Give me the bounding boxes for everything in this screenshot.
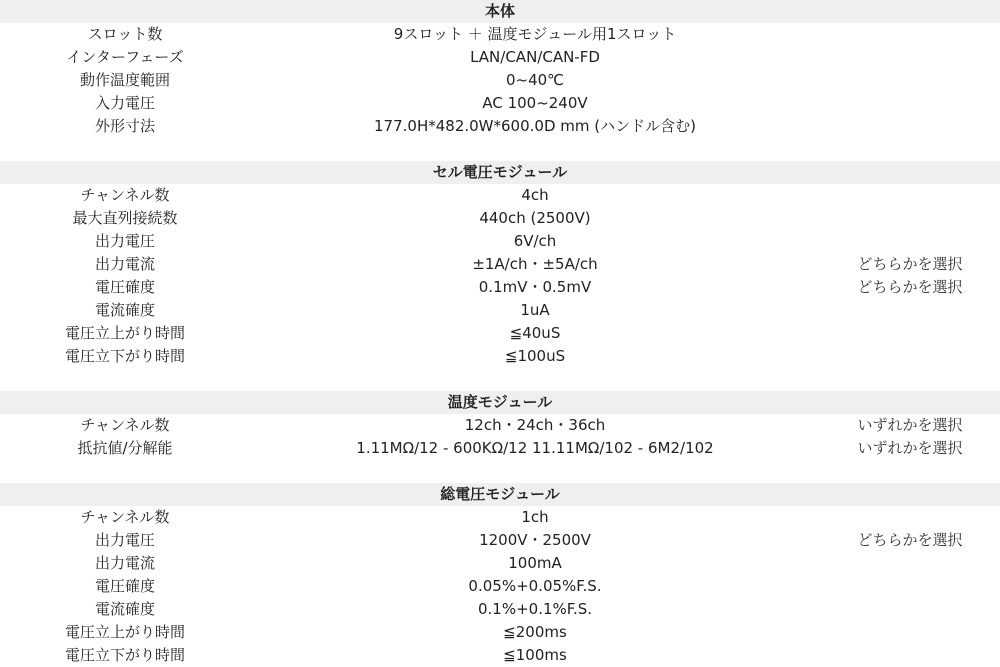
table-row	[0, 552, 1000, 575]
table-row	[0, 414, 1000, 437]
spec-label: 外形寸法	[94, 117, 155, 135]
spec-value: 0.05%+0.05%F.S.	[468, 577, 602, 595]
spec-note	[820, 322, 1000, 345]
spec-value: ≦200ms	[503, 623, 567, 641]
spec-label: 動作温度範囲	[79, 71, 170, 89]
table-row	[0, 23, 1000, 46]
spec-label: 電圧立下がり時間	[64, 347, 185, 365]
spec-label: チャンネル数	[80, 416, 170, 434]
table-row	[0, 69, 1000, 92]
spec-label: チャンネル数	[80, 186, 170, 204]
table-row	[0, 92, 1000, 115]
spec-label: 出力電圧	[94, 232, 155, 250]
table-row	[0, 437, 1000, 460]
spec-value: ±1A/ch・±5A/ch	[472, 255, 598, 273]
spec-note	[820, 299, 1000, 322]
spec-label: 抵抗値/分解能	[77, 439, 173, 457]
table-row	[0, 575, 1000, 598]
spec-label: インターフェーズ	[66, 48, 184, 66]
spec-label: 電圧立上がり時間	[64, 324, 185, 342]
spec-value: 4ch	[521, 186, 549, 204]
spec-value: 9スロット ＋ 温度モジュール用1スロット	[393, 25, 677, 43]
spec-label: チャンネル数	[80, 508, 170, 526]
section-heading: 本体	[0, 0, 1000, 23]
spec-value: 12ch・24ch・36ch	[464, 416, 606, 434]
spec-note	[820, 207, 1000, 230]
spec-note	[820, 23, 1000, 46]
spec-note	[820, 506, 1000, 529]
spec-label: 電圧確度	[94, 577, 155, 595]
spec-value: AC 100~240V	[482, 94, 588, 112]
section-heading: 総電圧モジュール	[0, 483, 1000, 506]
spec-note	[820, 598, 1000, 621]
spec-note: いずれかを選択	[857, 416, 963, 434]
spec-note	[820, 644, 1000, 667]
table-row	[0, 207, 1000, 230]
section-spacer	[0, 368, 1000, 391]
spec-value: ≦100ms	[503, 646, 567, 664]
spec-value: 1200V・2500V	[479, 531, 591, 549]
spec-value: 0~40℃	[505, 71, 565, 89]
section-spacer	[0, 460, 1000, 483]
spec-label: 電圧立上がり時間	[64, 623, 185, 641]
spec-note	[820, 184, 1000, 207]
spec-label: スロット数	[87, 25, 163, 43]
spec-note	[820, 69, 1000, 92]
table-row	[0, 529, 1000, 552]
section-spacer	[0, 138, 1000, 161]
spec-label: 出力電流	[94, 255, 155, 273]
spec-value: 440ch (2500V)	[479, 209, 591, 227]
spec-value: 6V/ch	[513, 232, 557, 250]
spec-note	[820, 230, 1000, 253]
spec-note	[820, 621, 1000, 644]
spec-value: 1uA	[520, 301, 550, 319]
section-header-row	[0, 391, 1000, 414]
spec-value: 1ch	[521, 508, 549, 526]
spec-label: 電流確度	[94, 301, 155, 319]
spec-note	[820, 92, 1000, 115]
spec-label: 電流確度	[94, 600, 155, 618]
spec-note	[820, 575, 1000, 598]
section-spacer-cell	[0, 460, 1000, 483]
spec-note: どちらかを選択	[857, 531, 963, 549]
spec-value: ≦40uS	[509, 324, 561, 342]
spec-note: どちらかを選択	[857, 278, 963, 296]
table-row	[0, 276, 1000, 299]
table-row	[0, 621, 1000, 644]
spec-value: ≦100uS	[504, 347, 566, 365]
table-row	[0, 46, 1000, 69]
section-spacer-cell	[0, 138, 1000, 161]
table-row	[0, 184, 1000, 207]
section-header-row	[0, 0, 1000, 23]
section-header-row	[0, 483, 1000, 506]
table-row	[0, 506, 1000, 529]
section-heading: 温度モジュール	[0, 391, 1000, 414]
spec-label: 入力電圧	[94, 94, 155, 112]
section-spacer-cell	[0, 368, 1000, 391]
spec-label: 出力電圧	[94, 531, 155, 549]
spec-value: 100mA	[508, 554, 562, 572]
spec-note: どちらかを選択	[857, 255, 963, 273]
table-row	[0, 253, 1000, 276]
spec-note	[820, 345, 1000, 368]
section-header-row	[0, 161, 1000, 184]
table-row	[0, 322, 1000, 345]
table-row	[0, 345, 1000, 368]
spec-value: 0.1%+0.1%F.S.	[477, 600, 593, 618]
spec-label: 電圧確度	[94, 278, 155, 296]
table-row	[0, 115, 1000, 138]
spec-label: 最大直列接続数	[72, 209, 178, 227]
spec-label: 電圧立下がり時間	[64, 646, 185, 664]
spec-label: 出力電流	[94, 554, 155, 572]
table-row	[0, 230, 1000, 253]
spec-note: いずれかを選択	[857, 439, 963, 457]
spec-note	[820, 115, 1000, 138]
table-row	[0, 644, 1000, 667]
spec-value: 0.1mV・0.5mV	[478, 278, 592, 296]
spec-value: 1.11MΩ/12 - 600KΩ/12 11.11MΩ/102 - 6M2/102	[356, 439, 714, 457]
spec-value: LAN/CAN/CAN-FD	[470, 48, 600, 66]
spec-note	[820, 552, 1000, 575]
table-row	[0, 598, 1000, 621]
spec-note	[820, 46, 1000, 69]
spec-value: 177.0H*482.0W*600.0D mm (ハンドル含む)	[374, 117, 696, 135]
table-row	[0, 299, 1000, 322]
section-heading: セル電圧モジュール	[0, 161, 1000, 184]
